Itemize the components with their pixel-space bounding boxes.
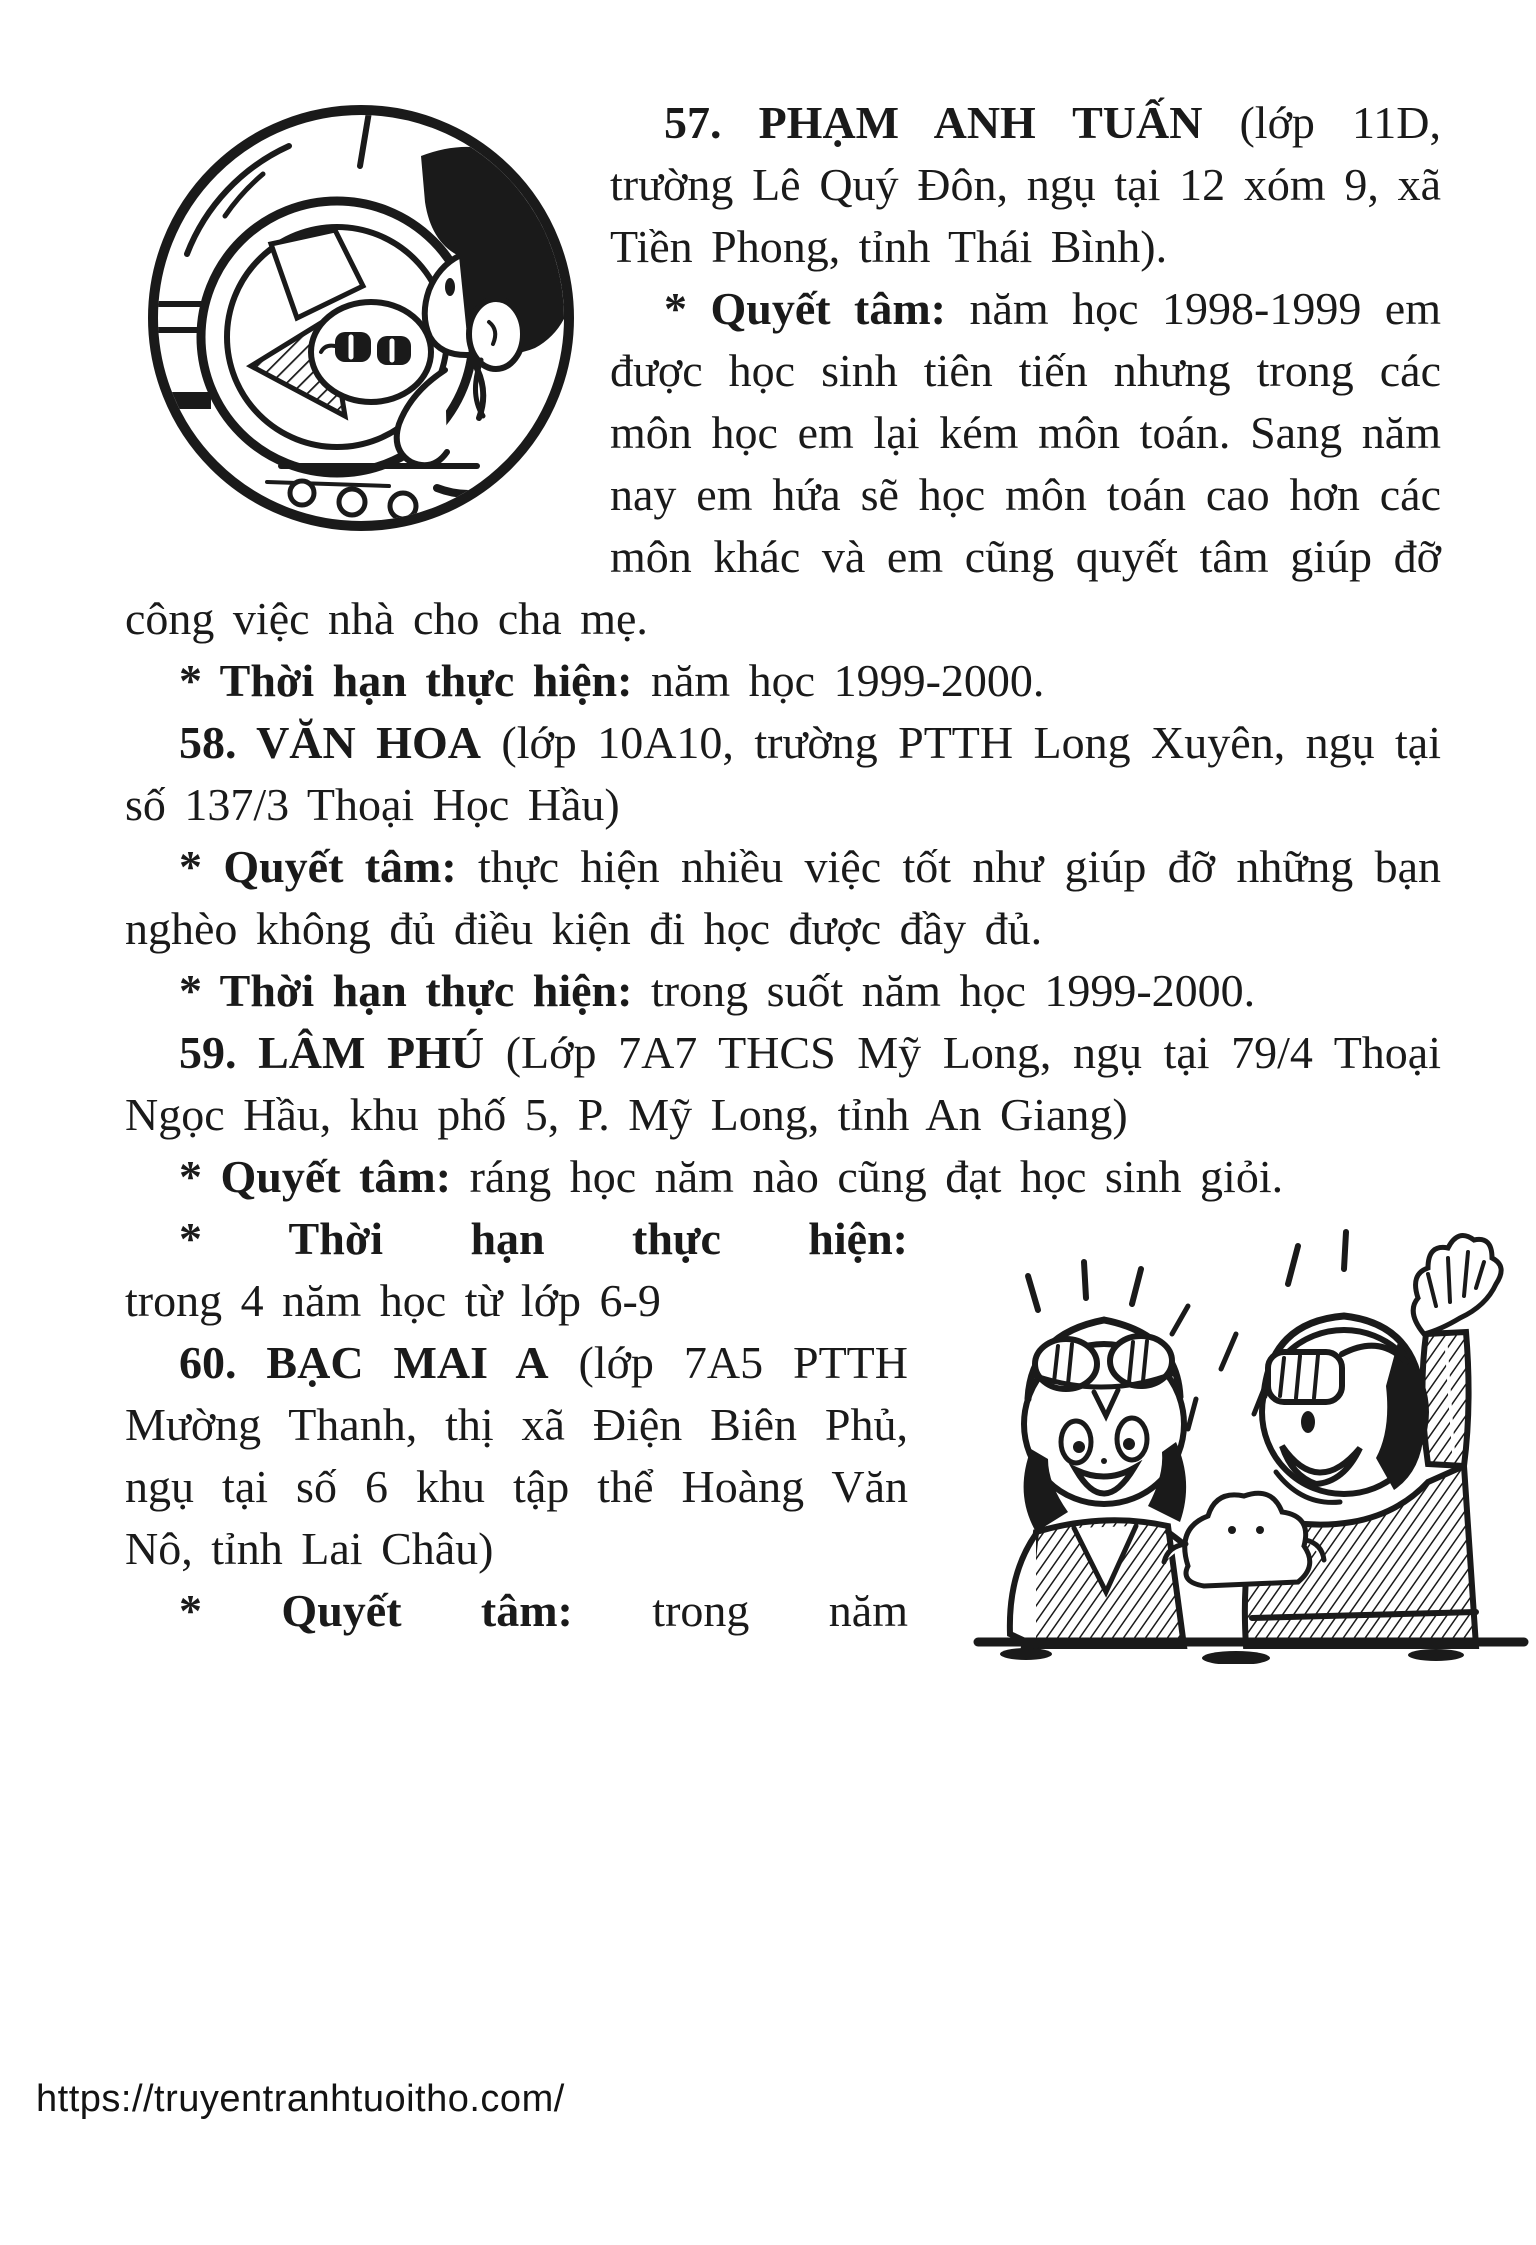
paragraph-text: (lớp 7A5 PTTH Mường Thanh, thị xã Điện Biên Phủ, ngụ tại số 6 khu tập thể Hoàng Văn Nô, tỉnh Lai Châu) — [125, 1337, 908, 1574]
boy-at-machine-window-icon — [139, 94, 584, 544]
paragraph-lead: * Quyết tâm: — [179, 1585, 573, 1636]
entry-59-header — [125, 1022, 1441, 1146]
entry-58-resolution — [125, 836, 1441, 960]
paragraph-text: năm học 1998-1999 em được học sinh tiên tiến nhưng trong các môn học em lại kém môn toán. Sang năm nay em hứa sẽ học môn toán cao hơn các môn khác và em cũng quyết tâm giúp đỡ công việc nhà cho cha mẹ. — [125, 283, 1441, 644]
paragraph-text: (Lớp 7A7 THCS Mỹ Long, ngụ tại 79/4 Thoại Ngọc Hầu, khu phố 5, P. Mỹ Long, tỉnh An Giang) — [125, 1027, 1441, 1140]
page-text-block — [125, 92, 1441, 1664]
two-goggled-kids-cheering-icon — [936, 1214, 1536, 1664]
porthole-illustration — [139, 94, 584, 544]
entry-59-resolution — [125, 1146, 1441, 1208]
paragraph-lead: 60. BẠC MAI A — [179, 1337, 549, 1388]
paragraph-lead: * Quyết tâm: — [664, 283, 946, 334]
paragraph-lead: 58. VĂN HOA — [179, 717, 481, 768]
paragraph-text: (lớp 10A10, trường PTTH Long Xuyên, ngụ tại số 137/3 Thoại Học Hầu) — [125, 717, 1442, 830]
paragraph-lead: * Thời hạn thực hiện: — [179, 655, 633, 706]
paragraph-lead: 57. PHẠM ANH TUẤN — [664, 97, 1203, 148]
paragraph-text: trong 4 năm học từ lớp 6-9 — [125, 1275, 661, 1326]
paragraph-lead: * Quyết tâm: — [179, 1151, 452, 1202]
entry-57-deadline — [125, 650, 1441, 712]
paragraph-lead: * Thời hạn thực hiện: — [179, 1213, 908, 1264]
paragraph-text: năm học 1999-2000. — [632, 655, 1045, 706]
paragraph-lead: * Quyết tâm: — [179, 841, 457, 892]
entry-58-header — [125, 712, 1441, 836]
watermark-url: https://truyentranhtuoitho.com/ — [36, 2078, 565, 2120]
entry-58-deadline — [125, 960, 1441, 1022]
paragraph-lead: * Thời hạn thực hiện: — [179, 965, 633, 1016]
celebration-illustration — [936, 1214, 1536, 1664]
paragraph-text: trong năm — [572, 1585, 908, 1636]
paragraph-text: trong suốt năm học 1999-2000. — [632, 965, 1256, 1016]
paragraph-lead: 59. LÂM PHÚ — [179, 1027, 485, 1078]
paragraph-text: thực hiện nhiều việc tốt như giúp đỡ những bạn nghèo không đủ điều kiện đi học được đầy đủ. — [125, 841, 1441, 954]
paragraph-text: ráng học năm nào cũng đạt học sinh giỏi. — [451, 1151, 1284, 1202]
paragraph-text: (lớp 11D, trường Lê Quý Đôn, ngụ tại 12 xóm 9, xã Tiền Phong, tỉnh Thái Bình). — [610, 97, 1441, 272]
